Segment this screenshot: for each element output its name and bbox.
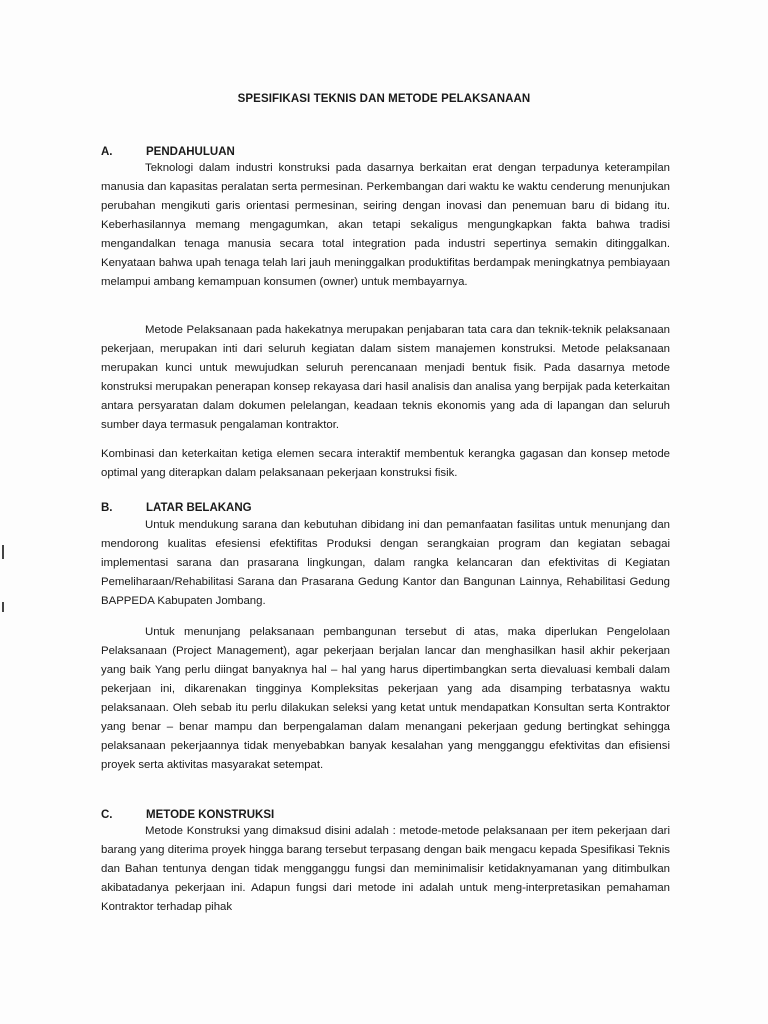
section-number: B.: [101, 502, 113, 514]
section-number: C.: [101, 809, 113, 821]
section-b-heading: [101, 502, 252, 514]
document-title: SPESIFIKASI TEKNIS DAN METODE PELAKSANAAN: [237, 93, 531, 105]
scan-edge-mark: [2, 545, 4, 559]
section-title: PENDAHULUAN: [146, 146, 235, 158]
paragraph: Untuk menunjang pelaksanaan pembangunan tersebut di atas, maka diperlukan Pengelolaan Pelaksanaan (Project Management), agar pekerjaan berjalan lancar dan menghasilkan hasil akhir pekerjaan yang baik Yang perlu diingat banyaknya hal – hal yang harus dipertimbangkan serta dievaluasi kembali dalam pekerjaan ini, dikarenakan tingginya Kompleksitas pekerjaan yang ada disamping terbatasnya waktu pelaksanaan. Oleh sebab itu perlu dilakukan seleksi yang ketat untuk mendapatkan Konsultan serta Kontraktor yang benar – benar mampu dan berpengalaman dalam menangani pekerjaan gedung bertingkat sehingga pelaksanaan pekerjaannya tidak menyebabkan banyak kesalahan yang mengganggu efektivitas dan efisiensi proyek serta aktivitas masyarakat setempat.: [101, 626, 670, 771]
scan-edge-mark: [2, 602, 4, 612]
paragraph: Untuk mendukung sarana dan kebutuhan dibidang ini dan pemanfaatan fasilitas untuk menunjang dan mendorong kualitas efesiensi efektifitas Produksi dengan serangkaian program dan kegiatan sebagai implementasi sarana dan prasarana lingkungan, dalam rangka kelancaran dan efektivitas di Kegiatan Pemeliharaan/Rehabilitasi Sarana dan Prasarana Gedung Kantor dan Bangunan Lainnya, Rehabilitasi Gedung BAPPEDA Kabupaten Jombang.: [101, 519, 670, 607]
paragraph: Teknologi dalam industri konstruksi pada dasarnya berkaitan erat dengan terpadunya keterampilan manusia dan kapasitas peralatan serta permesinan. Perkembangan dari waktu ke waktu cenderung menunjukan perubahan mengikuti garis orientasi permesinan, seiring dengan inovasi dan penemuan baru di bidang itu. Keberhasilannya memang mengagumkan, akan tetapi sekaligus mengungkapkan fakta bahwa tradisi mengandalkan tenaga manusia secara total integration pada industri sepertinya semakin ditinggalkan. Kenyataan bahwa upah tenaga telah lari jauh meninggalkan produktifitas berdampak meningkatnya pembiayaan melampui ambang kemampuan konsumen (owner) untuk membayarnya.: [101, 162, 670, 288]
section-title: LATAR BELAKANG: [146, 502, 252, 514]
paragraph: Kombinasi dan keterkaitan ketiga elemen secara interaktif membentuk kerangka gagasan dan konsep metode optimal yang diterapkan dalam pelaksanaan pekerjaan konstruksi fisik.: [101, 448, 670, 479]
paragraph: Metode Pelaksanaan pada hakekatnya merupakan penjabaran tata cara dan teknik-teknik pelaksanaan pekerjaan, merupakan inti dari seluruh kegiatan dalam sistem manajemen konstruksi. Metode pelaksanaan merupakan kunci untuk mewujudkan seluruh perencanaan menjadi bentuk fisik. Pada dasarnya metode konstruksi merupakan penerapan konsep rekayasa dari hasil analisis dan analisa yang berpijak pada keterkaitan antara persyaratan dalam dokumen pelelangan, keadaan teknis ekonomis yang ada di lapangan dan seluruh sumber daya termasuk pengalaman kontraktor.: [101, 324, 670, 431]
section-a-heading: [101, 146, 235, 158]
section-number: A.: [101, 146, 113, 158]
section-title: METODE KONSTRUKSI: [146, 809, 275, 821]
section-c-heading: [101, 809, 274, 821]
paragraph: Metode Konstruksi yang dimaksud disini adalah : metode-metode pelaksanaan per item pekerjaan dari barang yang diterima proyek hingga barang tersebut terpasang dengan baik mengacu kepada Spesifikasi Teknis dan Bahan tentunya dengan tidak mengganggu fungsi dan meminimalisir ketidaknyamanan yang ditimbulkan akibatadanya pekerjaan ini. Adapun fungsi dari metode ini adalah untuk meng-interpretasikan pemahaman Kontraktor terhadap pihak: [101, 825, 670, 913]
